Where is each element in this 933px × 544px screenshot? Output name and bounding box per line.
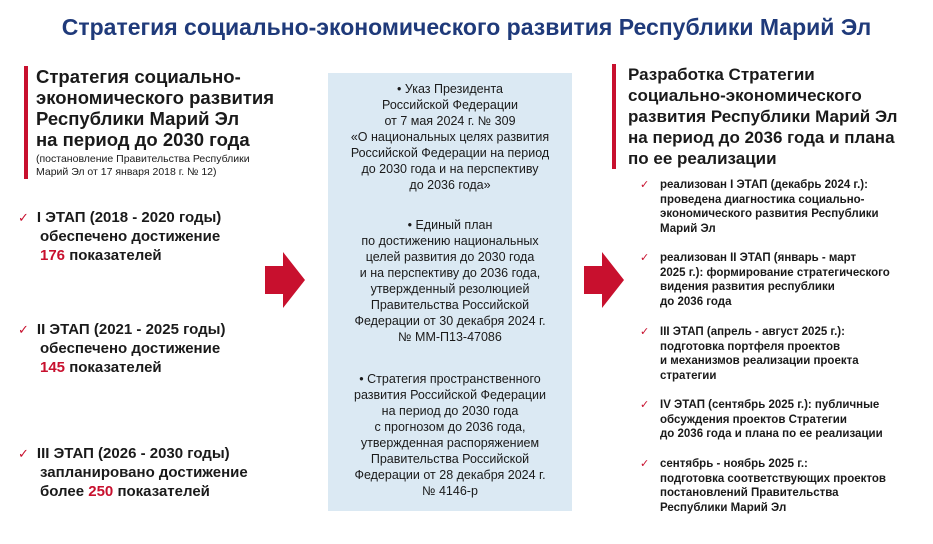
stage-result: более 250 показателей xyxy=(40,483,210,500)
page-title: Стратегия социально-экономического развития Республики Марий Эл xyxy=(61,14,872,40)
stage-item: ✓ реализован II ЭТАП (январь - март 2025 г.): формирование стратегического видения развития республики до 2036 года xyxy=(640,252,890,308)
left-sub-line: Марий Эл от 17 января 2018 г. № 12) xyxy=(36,166,217,178)
checkmark-icon: ✓ xyxy=(640,252,650,264)
left-subheading xyxy=(36,153,314,179)
right-column xyxy=(612,64,922,169)
stage-item: ✓ сентябрь - ноябрь 2025 г.: подготовка соответствующих проектов постановлений Правительства Республики Марий Эл xyxy=(640,458,886,514)
documents-panel xyxy=(328,73,572,511)
checkmark-icon: ✓ xyxy=(18,322,29,337)
stage-count: 145 xyxy=(40,359,66,376)
document-item: • Единый план по достижению национальных целей развития до 2030 года и на перспективу до 2036 года, утвержденный резолюцией Правительства Российской Федерации от 30 декабря 2024 г. № ММ-П13-47086 xyxy=(354,218,546,344)
left-heading-line: экономического развития xyxy=(36,87,275,108)
arrow-right-icon xyxy=(584,252,624,308)
left-heading-line: на период до 2030 года xyxy=(36,129,250,150)
stage-title: III ЭТАП (2026 - 2030 годы) xyxy=(36,445,230,462)
stage-count: 250 xyxy=(88,483,114,500)
checkmark-icon: ✓ xyxy=(640,399,650,411)
checkmark-icon: ✓ xyxy=(640,326,650,338)
stage-title: II ЭТАП (2021 - 2025 годы) xyxy=(36,321,226,338)
stage-result: 145 показателей xyxy=(40,359,162,376)
stage-result: 176 показателей xyxy=(40,247,162,264)
stage-item: ✓ III ЭТАП (апрель - август 2025 г.): подготовка портфеля проектов и механизмов реализации проекта стратегии xyxy=(640,326,859,382)
right-heading: Разработка Стратегии социально-экономического развития Республики Марий Эл на период до 2036 года и плана по ее реализации xyxy=(612,64,922,169)
checkmark-icon: ✓ xyxy=(18,210,29,225)
stage-text: запланировано достижение xyxy=(40,464,248,481)
stage-2 xyxy=(18,320,318,377)
stage-item: ✓ IV ЭТАП (сентябрь 2025 г.): публичные обсуждения проектов Стратегии до 2036 года и плана по ее реализации xyxy=(640,399,883,440)
checkmark-icon: ✓ xyxy=(640,179,650,191)
stage-text: обеспечено достижение xyxy=(40,228,221,245)
document-item: • Стратегия пространственного развития Российской Федерации на период до 2030 года с прогнозом до 2036 года, утвержденная распоряжением Правительства Российской Федерации от 28 декабря 2024 г. № 4146-р xyxy=(354,372,546,498)
stage-title: I ЭТАП (2018 - 2020 годы) xyxy=(36,209,222,226)
arrow-right-icon xyxy=(265,252,305,308)
checkmark-icon: ✓ xyxy=(18,446,29,461)
left-sub-line: (постановление Правительства Республики xyxy=(36,153,250,165)
document-item: • Указ Президента Российской Федерации от 7 мая 2024 г. № 309 «О национальных целях развития Российской Федерации на период до 2030 года и на перспективу до 2036 года» xyxy=(350,82,550,192)
stage-text: обеспечено достижение xyxy=(40,340,221,357)
left-heading-line: Республики Марий Эл xyxy=(36,108,240,129)
stage-count: 176 xyxy=(40,247,66,264)
left-heading-line: Стратегия социально- xyxy=(36,66,241,87)
stage-3 xyxy=(18,444,318,501)
left-heading xyxy=(24,66,314,179)
left-column xyxy=(24,66,314,179)
checkmark-icon: ✓ xyxy=(640,458,650,470)
stage-item: ✓ реализован I ЭТАП (декабрь 2024 г.): проведена диагностика социально- экономического развития Республики Марий Эл xyxy=(640,179,879,235)
